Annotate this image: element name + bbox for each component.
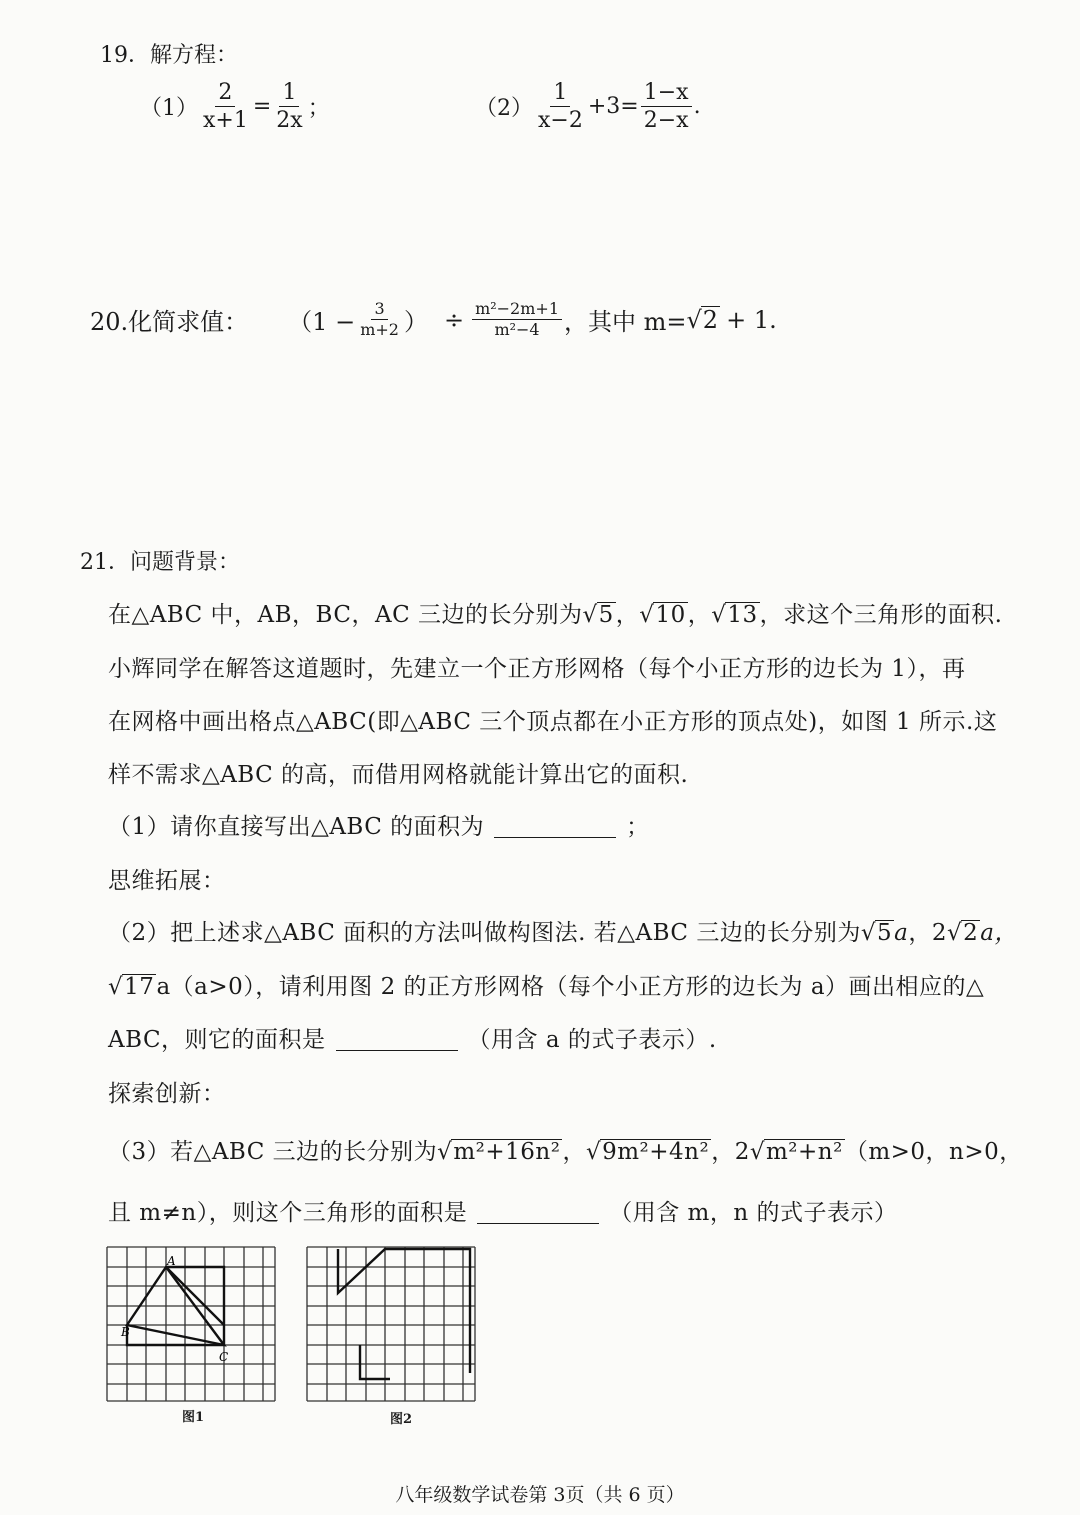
- text: ，2: [908, 920, 947, 946]
- fraction-numerator: 1−x: [641, 80, 692, 107]
- sqrt-symbol: √: [108, 974, 124, 1000]
- sqrt-symbol: √: [582, 602, 598, 628]
- fraction-denominator: x+1: [203, 108, 248, 134]
- q21-part3-line-1: [108, 1133, 1023, 1166]
- fraction-numerator: 3: [371, 300, 387, 320]
- q21-part1: [108, 808, 650, 841]
- fraction-numerator: m²−2m+1: [472, 300, 562, 320]
- explore-title: 探索创新：: [108, 1081, 226, 1107]
- figure-1-grid: [105, 1245, 277, 1403]
- text: （m>0，n>0，: [844, 1139, 1023, 1165]
- punctuation: ；: [626, 814, 650, 840]
- radicand: 2: [963, 920, 979, 946]
- q19-p1-rhs-fraction: [273, 80, 305, 134]
- comma: ，: [562, 1139, 586, 1165]
- fraction-denominator: 2x: [276, 108, 303, 134]
- plus-three-equals: +3=: [587, 94, 639, 120]
- comma: ，: [615, 602, 640, 628]
- punctuation: .: [693, 94, 701, 120]
- condition-end: + 1.: [726, 305, 777, 334]
- vertex-label-b: B: [121, 1325, 130, 1339]
- fraction-denominator: x−2: [538, 108, 583, 134]
- q20-fraction-2: [472, 300, 562, 340]
- fraction-numerator: 1: [550, 80, 570, 107]
- q20-line: [90, 300, 777, 340]
- q19-title: 19．解方程：: [100, 43, 238, 68]
- q19-p2-lhs-fraction: [535, 80, 586, 134]
- radicand: m²+16n²: [453, 1139, 561, 1165]
- q19-part1: [140, 80, 330, 134]
- comma: ，: [687, 602, 712, 628]
- sqrt-symbol: √: [946, 920, 963, 946]
- q20-title: 20.化简求值：: [90, 308, 249, 337]
- radicand: 5: [598, 602, 614, 628]
- vertex-label-a: A: [167, 1254, 176, 1268]
- sqrt-symbol: √: [686, 305, 702, 334]
- text: ，求这个三角形的面积.: [759, 602, 1003, 628]
- close-paren: ）: [403, 308, 428, 337]
- q21-background-line-4: 样不需求△ABC 的高，而借用网格就能计算出它的面积.: [108, 762, 689, 788]
- var-a: a，: [980, 920, 1018, 946]
- sqrt-symbol: √: [437, 1139, 453, 1165]
- answer-blank[interactable]: [336, 1049, 458, 1051]
- text: a（a>0），请利用图 2 的正方形网格（每个小正方形的边长为 a）画出相应的△: [156, 974, 985, 1000]
- text: 2: [734, 1139, 750, 1165]
- q21-title: 21．问题背景：: [80, 550, 240, 575]
- comma: ，: [711, 1139, 735, 1165]
- grid-lines: [107, 1247, 275, 1401]
- q19-p1-label: （1）: [140, 96, 198, 122]
- fraction-denominator: m+2: [360, 320, 399, 340]
- q21-part2-line-2: [108, 968, 984, 1001]
- answer-blank[interactable]: [477, 1222, 599, 1224]
- radicand: 13: [727, 602, 758, 628]
- q20-fraction-1: [357, 300, 402, 340]
- q19-p1-lhs-fraction: [200, 80, 251, 134]
- fraction-denominator: m²−4: [494, 320, 540, 340]
- radicand: 17: [124, 974, 155, 1000]
- fraction-numerator: 2: [215, 80, 235, 107]
- fraction-numerator: 1: [279, 80, 299, 107]
- radicand: 10: [655, 602, 686, 628]
- q21-part3-line-2: [108, 1194, 897, 1227]
- page-footer: 八年级数学试卷第 3页（共 6 页）: [395, 1484, 685, 1506]
- figure-2-caption: 图2: [390, 1412, 413, 1427]
- vertex-label-c: C: [219, 1350, 229, 1364]
- text: （2）把上述求△ABC 面积的方法叫做构图法. 若△ABC 三边的长分别为: [108, 920, 861, 946]
- text: （用含 a 的式子表示）.: [467, 1027, 717, 1053]
- text: （3）若△ABC 三边的长分别为: [108, 1139, 438, 1165]
- sqrt-symbol: √: [711, 602, 727, 628]
- punctuation: ；: [307, 96, 330, 122]
- sqrt-symbol: √: [639, 602, 655, 628]
- grid-lines: [307, 1247, 475, 1401]
- q21-part2-line-1: [108, 914, 1018, 947]
- q21-background-line-2: 小辉同学在解答这道题时，先建立一个正方形网格（每个小正方形的边长为 1），再: [108, 656, 966, 682]
- q19-part2: [475, 80, 701, 134]
- radicand: m²+n²: [766, 1139, 843, 1165]
- equals-sign: =: [252, 94, 272, 120]
- radicand: 2: [702, 306, 719, 335]
- divide-sign: ÷: [443, 305, 465, 334]
- text: （1）请你直接写出△ABC 的面积为: [108, 814, 485, 840]
- sqrt-symbol: √: [585, 1139, 602, 1165]
- radicand: 5: [876, 920, 893, 946]
- q19-p2-rhs-fraction: [641, 80, 692, 134]
- q21-background-line-1: [108, 596, 1002, 629]
- text: 在△ABC 中，AB，BC，AC 三边的长分别为: [108, 602, 583, 628]
- fraction-denominator: 2−x: [643, 108, 689, 134]
- open-paren: （1 −: [288, 308, 356, 337]
- q19-p2-label: （2）: [475, 96, 533, 122]
- figure-2-grid: [305, 1245, 477, 1403]
- q21-background-line-3: 在网格中画出格点△ABC(即△ABC 三个顶点都在小正方形的顶点处)，如图 1 所示.这: [108, 709, 998, 735]
- sqrt-symbol: √: [749, 1139, 765, 1165]
- figure-1-caption: 图1: [182, 1410, 205, 1425]
- text: （用含 m，n 的式子表示）: [609, 1200, 898, 1226]
- var-a: a: [894, 920, 909, 946]
- radicand: 9m²+4n²: [602, 1139, 710, 1165]
- q21-part2-line-3: [108, 1021, 717, 1054]
- text: ABC，则它的面积是: [108, 1027, 326, 1053]
- student-drawing: [338, 1249, 470, 1379]
- sqrt-symbol: √: [860, 920, 876, 946]
- answer-blank[interactable]: [494, 836, 616, 838]
- extension-title: 思维拓展：: [108, 868, 226, 894]
- text: 且 m≠n），则这个三角形的面积是: [108, 1200, 468, 1226]
- condition-text: ，其中 m=: [564, 308, 687, 337]
